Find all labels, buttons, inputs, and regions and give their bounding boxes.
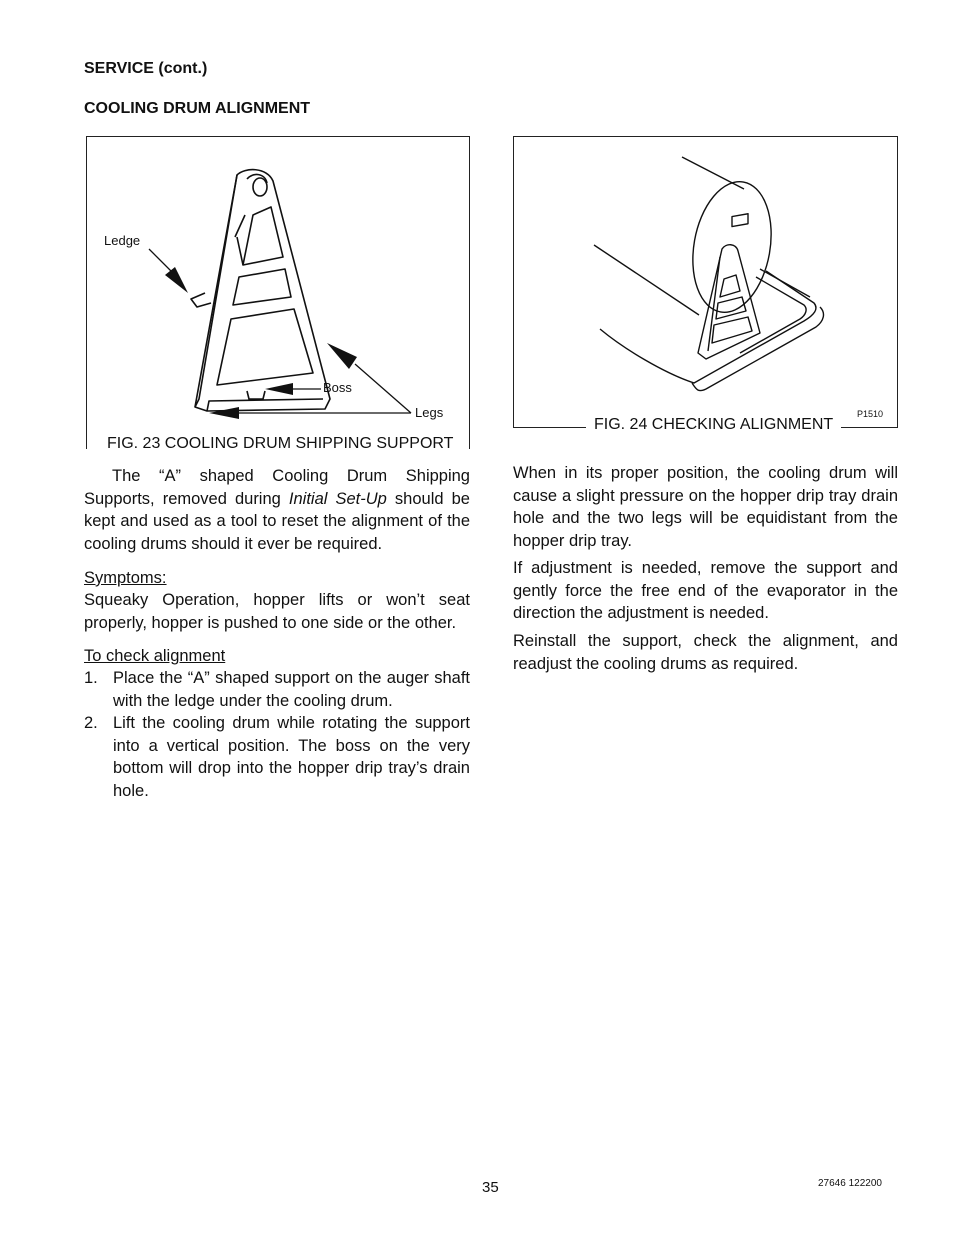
steps-list bbox=[84, 667, 470, 802]
step-text: Place the “A” shaped support on the auger shaft with the ledge under the cooling drum. bbox=[113, 669, 470, 710]
fig24-frame bbox=[513, 136, 898, 428]
legs-arrow-lower bbox=[209, 407, 239, 419]
fig24-caption: FIG. 24 CHECKING ALIGNMENT bbox=[586, 416, 841, 434]
fig23-caption: FIG. 23 COOLING DRUM SHIPPING SUPPORT bbox=[99, 435, 461, 453]
legs-label: Legs bbox=[415, 405, 444, 420]
step-number: 2. bbox=[84, 714, 98, 732]
shipping-support-illustration bbox=[87, 137, 469, 449]
boss-arrow bbox=[265, 383, 293, 395]
section-heading: SERVICE (cont.) bbox=[84, 60, 208, 77]
list-item bbox=[84, 667, 470, 712]
legs-arrow-upper bbox=[327, 343, 357, 369]
page-number: 35 bbox=[482, 1179, 499, 1196]
step-number: 1. bbox=[84, 669, 98, 687]
symptoms-text: Squeaky Operation, hopper lifts or won’t seat properly, hopper is pushed to one side or the other. bbox=[84, 591, 470, 632]
right-paragraph-3: Reinstall the support, check the alignment, and readjust the cooling drums as required. bbox=[513, 632, 898, 673]
page-title: COOLING DRUM ALIGNMENT bbox=[84, 100, 311, 117]
fig23-frame bbox=[86, 136, 470, 449]
symptoms-heading: Symptoms: bbox=[84, 569, 167, 587]
list-item bbox=[84, 712, 470, 802]
figure-code: P1510 bbox=[857, 409, 884, 419]
document-code: 27646 122200 bbox=[818, 1178, 882, 1189]
alignment-illustration bbox=[514, 137, 897, 427]
ledge-arrow bbox=[165, 267, 188, 293]
ledge-label: Ledge bbox=[104, 233, 141, 248]
step-text: Lift the cooling drum while rotating the support into a vertical position. The boss on the very bottom will drop into the hopper drip tray’s drain hole. bbox=[113, 714, 470, 800]
right-paragraph-1: When in its proper position, the cooling drum will cause a slight pressure on the hopper drip tray drain hole and the two legs will be equidistant from the hopper drip tray. bbox=[513, 464, 898, 550]
boss-label: Boss bbox=[323, 380, 352, 395]
intro-paragraph: The “A” shaped Cooling Drum Shipping Supports, removed during Initial Set-Up should be kept and used as a tool to reset the alignment of the cooling drums should it ever be required. bbox=[84, 467, 470, 553]
right-paragraph-2: If adjustment is needed, remove the support and gently force the free end of the evaporator in the direction the adjustment is needed. bbox=[513, 559, 898, 622]
check-alignment-heading: To check alignment bbox=[84, 647, 226, 665]
